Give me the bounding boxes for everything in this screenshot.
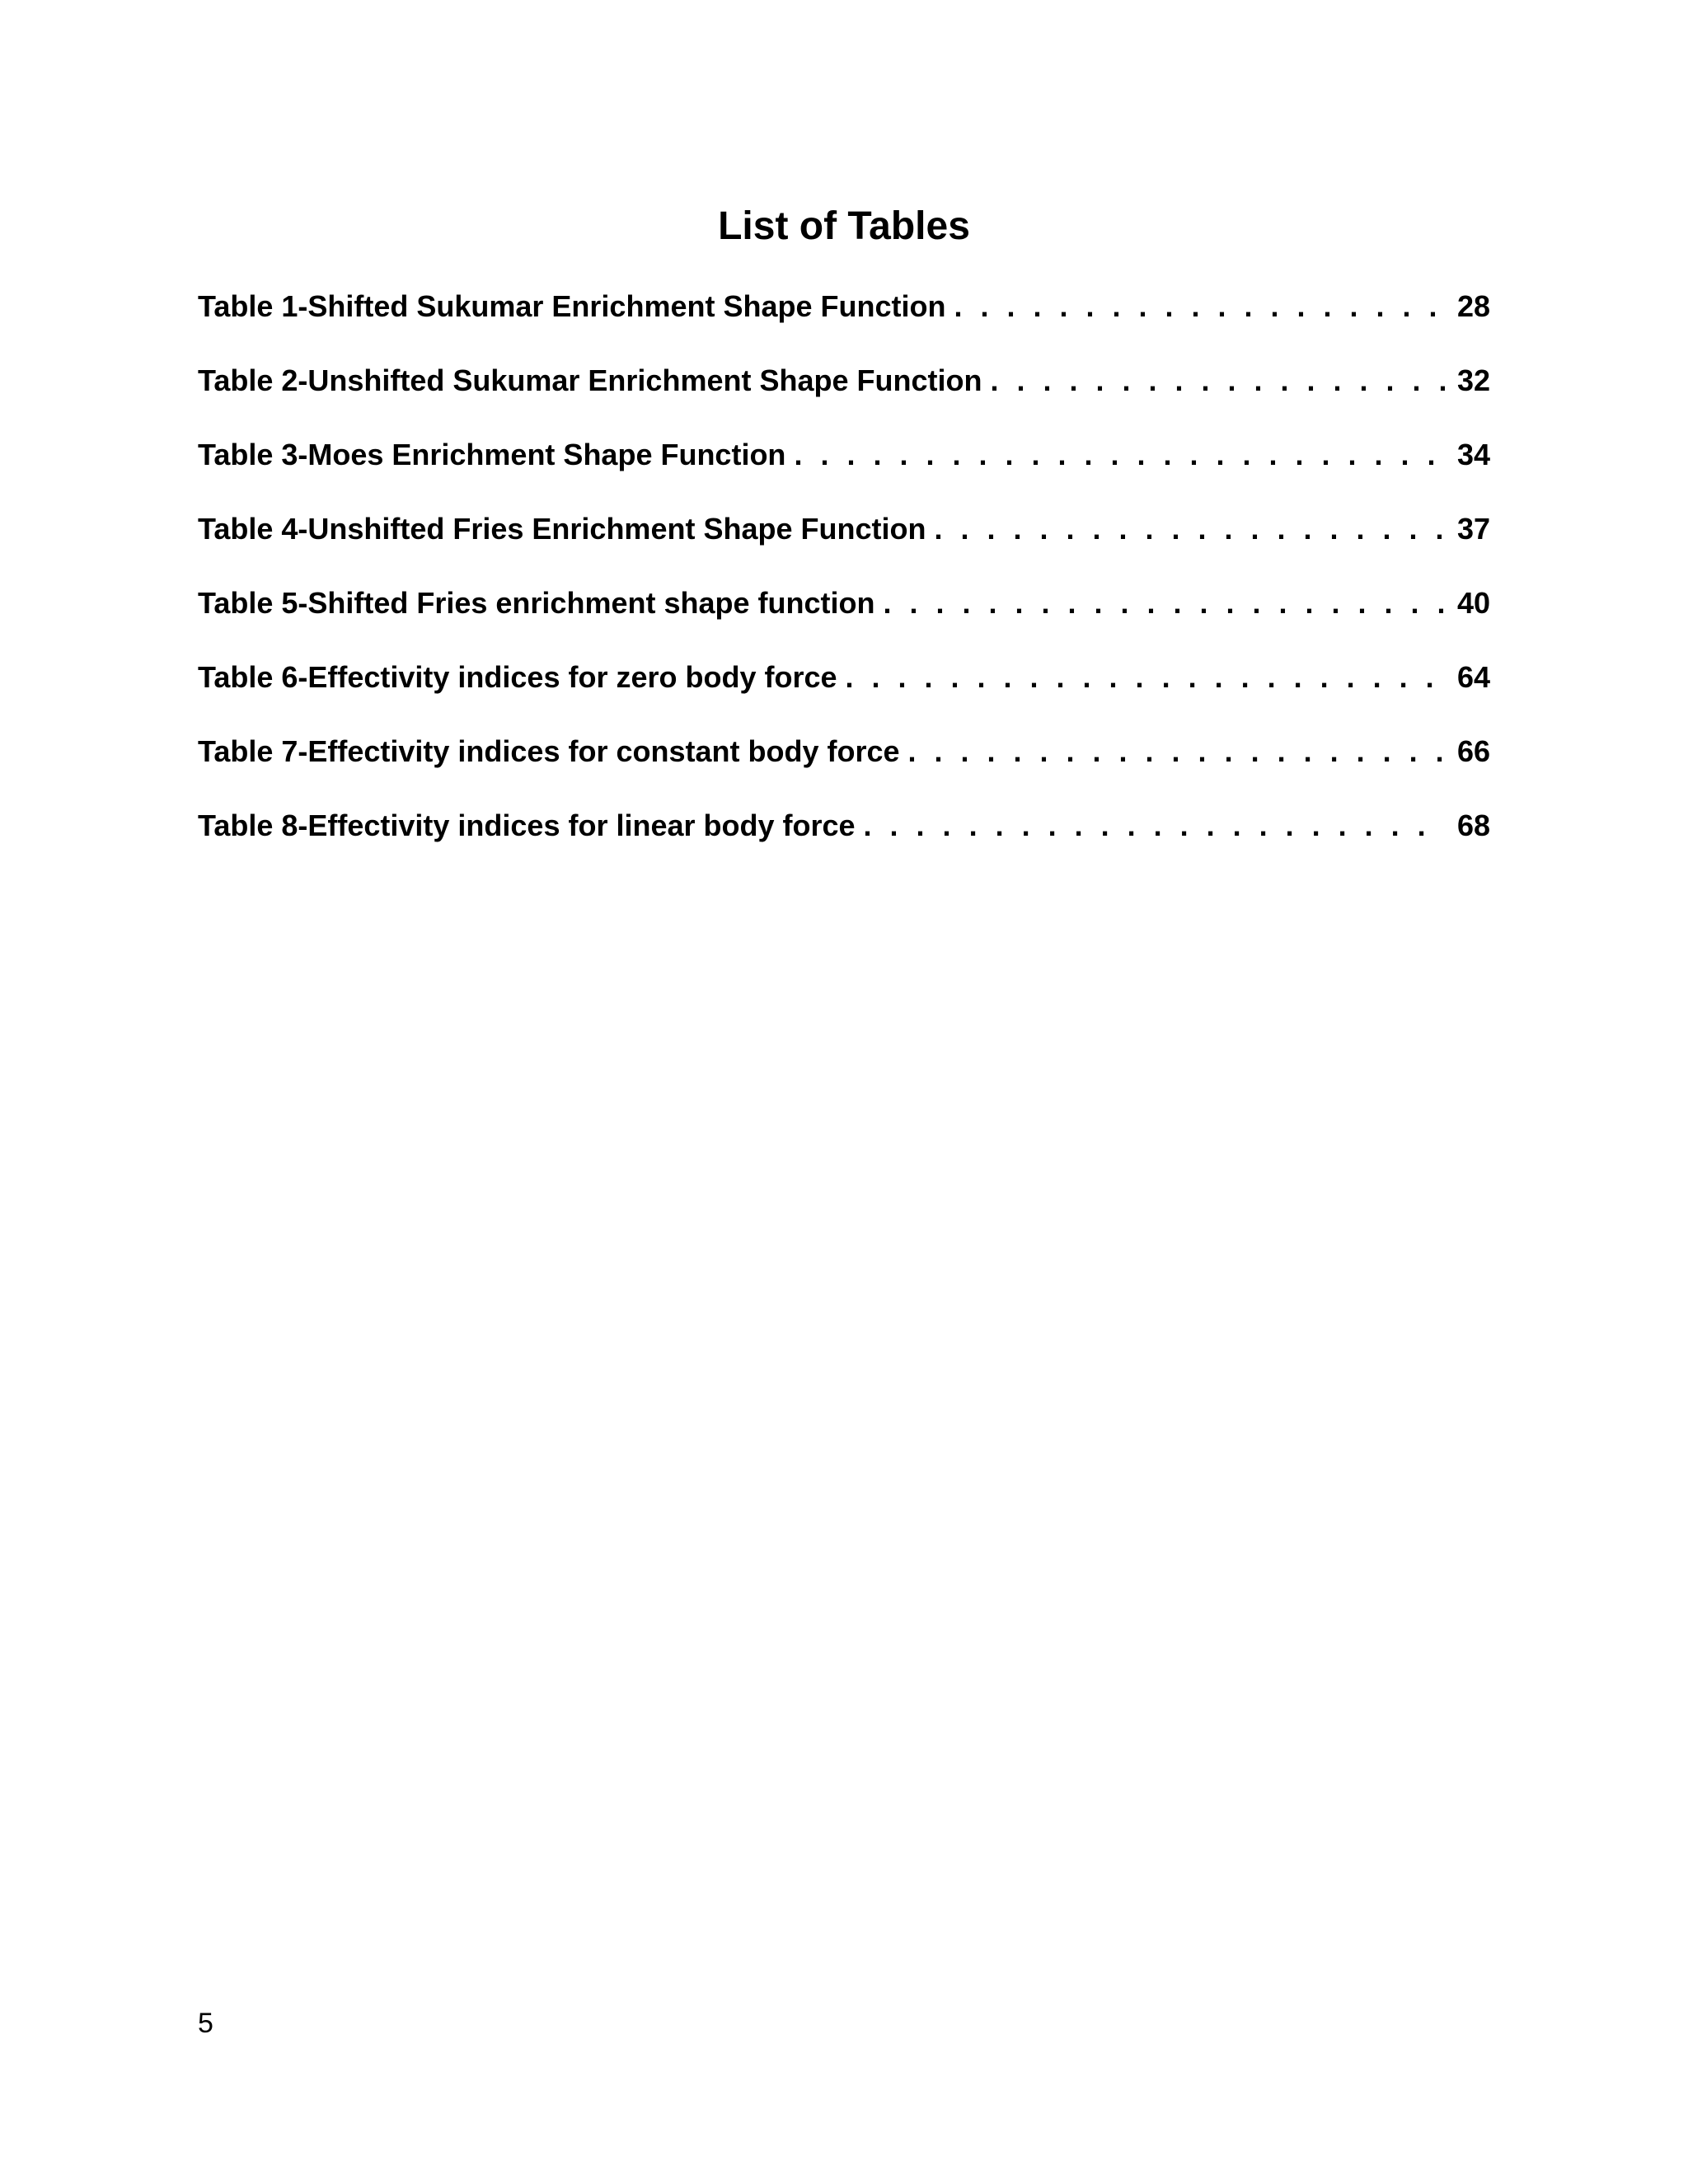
toc-entry[interactable] — [198, 656, 1490, 730]
dot-leader — [990, 359, 1446, 402]
toc-entry-page: 40 — [1456, 586, 1490, 620]
toc-entry-label: Table 6-Effectivity indices for zero body force — [198, 660, 837, 694]
toc-entry[interactable] — [198, 582, 1490, 656]
toc-entry[interactable] — [198, 730, 1490, 804]
toc-entry-label: Table 5-Shifted Fries enrichment shape function — [198, 586, 875, 620]
toc-entry-label: Table 4-Unshifted Fries Enrichment Shape Function — [198, 512, 926, 546]
toc-entry[interactable] — [198, 434, 1490, 508]
list-of-tables — [198, 285, 1490, 879]
dot-leader — [908, 730, 1446, 773]
dot-leader — [846, 656, 1446, 699]
toc-entry-label: Table 3-Moes Enrichment Shape Function — [198, 438, 786, 471]
dot-leader — [794, 434, 1446, 476]
toc-entry-page: 68 — [1456, 808, 1490, 842]
toc-entry-label: Table 8-Effectivity indices for linear body force — [198, 808, 856, 842]
toc-entry[interactable] — [198, 359, 1490, 434]
toc-entry-label: Table 2-Unshifted Sukumar Enrichment Shape Function — [198, 363, 982, 397]
page-number: 5 — [198, 2008, 213, 2039]
toc-entry-page: 66 — [1456, 734, 1490, 768]
dot-leader — [864, 804, 1446, 847]
toc-entry-label: Table 7-Effectivity indices for constant body force — [198, 734, 900, 768]
dot-leader — [934, 508, 1446, 551]
toc-entry-page: 28 — [1456, 289, 1490, 323]
toc-entry[interactable] — [198, 285, 1490, 359]
toc-entry-page: 32 — [1456, 363, 1490, 397]
dot-leader — [883, 582, 1446, 625]
toc-entry-page: 64 — [1456, 660, 1490, 694]
toc-entry-label: Table 1-Shifted Sukumar Enrichment Shape Function — [198, 289, 946, 323]
toc-entry[interactable] — [198, 508, 1490, 582]
toc-entry-page: 34 — [1456, 438, 1490, 471]
toc-entry[interactable] — [198, 804, 1490, 879]
dot-leader — [954, 285, 1446, 328]
toc-entry-page: 37 — [1456, 512, 1490, 546]
page-title: List of Tables — [718, 204, 970, 248]
